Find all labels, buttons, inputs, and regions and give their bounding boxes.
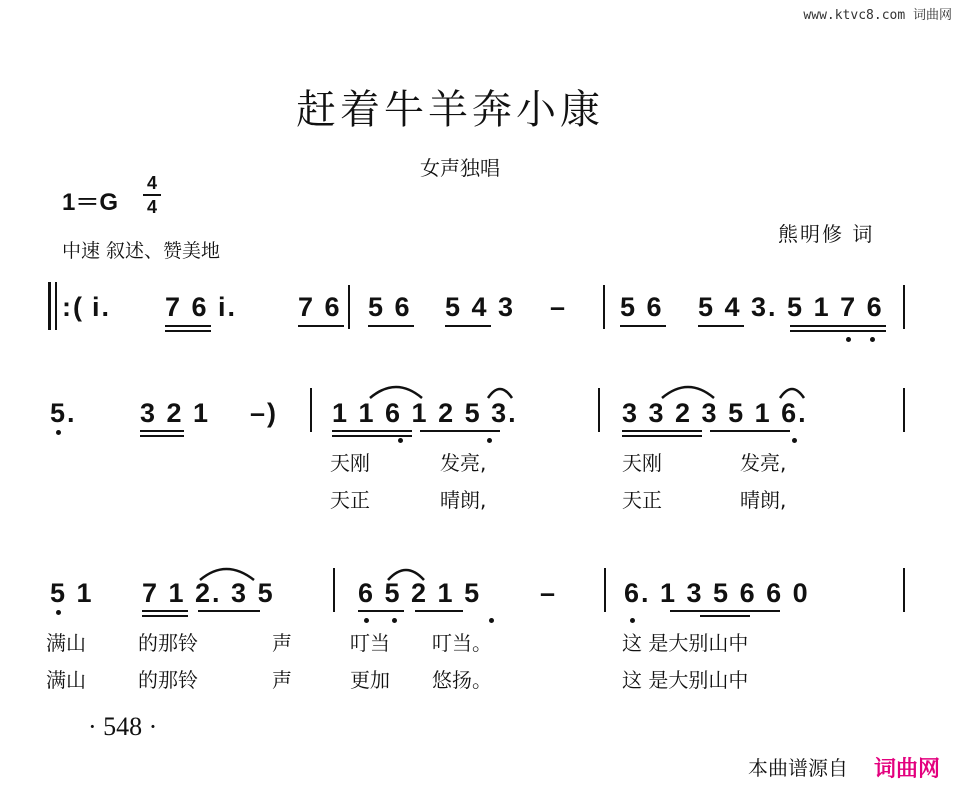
- barline: [903, 568, 905, 612]
- footer-source-text: 本曲谱源自: [748, 756, 848, 780]
- low-octave-dot: [398, 438, 403, 443]
- key-signature: 1＝G: [62, 189, 119, 216]
- sixteenth-underline: [790, 330, 886, 332]
- eighth-underline: [332, 430, 412, 432]
- lyric-syllables: 声: [272, 631, 292, 655]
- eighth-underline: [445, 325, 491, 327]
- eighth-underline: [368, 325, 414, 327]
- sixteenth-underline: [700, 615, 750, 617]
- page-number: · 548 ·: [88, 712, 158, 741]
- time-signature: [143, 172, 161, 218]
- barline: [604, 568, 606, 612]
- meter-top: 4: [146, 173, 157, 193]
- eighth-underline: [415, 610, 463, 612]
- eighth-underline: [790, 325, 886, 327]
- low-octave-dot: [56, 430, 61, 435]
- low-octave-dot: [392, 618, 397, 623]
- barline: [903, 388, 905, 432]
- low-octave-dot: [489, 618, 494, 623]
- eighth-underline: [358, 610, 404, 612]
- eighth-underline: [622, 430, 702, 432]
- barline: [903, 285, 905, 329]
- notes-group: i.: [92, 292, 112, 322]
- eighth-underline: [698, 325, 744, 327]
- slur-marks: [384, 558, 444, 584]
- lyric-syllables: 晴朗,: [740, 488, 787, 512]
- notes-group: 5 6: [368, 292, 412, 322]
- lyric-syllables: 声: [272, 668, 292, 692]
- sixteenth-underline: [165, 330, 211, 332]
- sixteenth-underline: [140, 435, 184, 437]
- notes-group: 5 1: [50, 578, 94, 608]
- eighth-underline: [142, 610, 188, 612]
- sixteenth-underline: [622, 435, 702, 437]
- notes-group: 7 1 2. 3 5: [142, 578, 275, 608]
- notes-group: 6. 1 3 5 6 6 0: [624, 578, 810, 608]
- repeat-start-barline: [48, 282, 51, 330]
- eighth-underline: [165, 325, 211, 327]
- notes-group: 5.: [50, 398, 77, 428]
- lyric-syllables: 天正: [330, 488, 370, 512]
- repeat-dots: :(: [62, 292, 84, 322]
- lyric-syllables: 天刚: [330, 451, 370, 475]
- lyric-syllables: 满山: [46, 631, 86, 655]
- lyric-syllables: 晴朗,: [440, 488, 487, 512]
- barline: [348, 285, 350, 329]
- song-subtitle: 女声独唱: [420, 156, 500, 180]
- barline: [603, 285, 605, 329]
- eighth-underline: [198, 610, 260, 612]
- low-octave-dot: [870, 337, 875, 342]
- eighth-underline: [710, 430, 790, 432]
- notes-group: 5 6: [620, 292, 664, 322]
- dash: –): [250, 398, 279, 428]
- notes-group: 1 1 6 1 2 5 3.: [332, 398, 518, 428]
- low-octave-dot: [630, 618, 635, 623]
- lyric-syllables: 天刚: [622, 451, 662, 475]
- eighth-underline: [298, 325, 344, 327]
- low-octave-dot: [364, 618, 369, 623]
- tempo-marking: 中速 叙述、赞美地: [62, 240, 221, 262]
- meter-bottom: 4: [146, 197, 157, 217]
- watermark: www.ktvc8.com 词曲网: [803, 8, 952, 23]
- low-octave-dot: [846, 337, 851, 342]
- lyric-syllables: 发亮,: [740, 451, 787, 475]
- lyric-syllables: 更加: [350, 668, 390, 692]
- lyric-syllables: 发亮,: [440, 451, 487, 475]
- slur-marks: [368, 376, 568, 402]
- lyric-syllables: 叮当。: [432, 631, 492, 655]
- notes-group: 7 6 i.: [165, 292, 238, 322]
- notes-group: 3 2 1: [140, 398, 211, 428]
- sixteenth-underline: [332, 435, 412, 437]
- low-octave-dot: [487, 438, 492, 443]
- notes-group: 5 4 3. 5 1 7 6: [698, 292, 884, 322]
- lyric-syllables: 这 是大别山中: [622, 668, 749, 692]
- lyric-syllables: 的那铃: [138, 668, 198, 692]
- eighth-underline: [670, 610, 780, 612]
- lyric-syllables: 满山: [46, 668, 86, 692]
- notes-group: 6 5 2 1 5: [358, 578, 482, 608]
- eighth-underline: [140, 430, 184, 432]
- low-octave-dot: [792, 438, 797, 443]
- lyric-syllables: 天正: [622, 488, 662, 512]
- lyricist-credit: 熊明修 词: [778, 222, 875, 246]
- notes-group: 5 4 3: [445, 292, 516, 322]
- footer-brand-link[interactable]: 词曲网: [873, 757, 940, 782]
- slur-marks: [196, 558, 266, 584]
- eighth-underline: [420, 430, 500, 432]
- barline: [598, 388, 600, 432]
- dash: –: [540, 578, 558, 608]
- notes-group: 3 3 2 3 5 1 6.: [622, 398, 808, 428]
- eighth-underline: [620, 325, 666, 327]
- barline: [333, 568, 335, 612]
- song-title: 赶着牛羊奔小康: [296, 87, 604, 133]
- lyric-syllables: 叮当: [350, 631, 390, 655]
- sixteenth-underline: [142, 615, 188, 617]
- dash: –: [550, 292, 568, 322]
- notes-group: 7 6: [298, 292, 342, 322]
- repeat-start-thin-barline: [55, 282, 57, 330]
- lyric-syllables: 的那铃: [138, 631, 198, 655]
- barline: [310, 388, 312, 432]
- slur-marks: [660, 376, 860, 402]
- lyric-syllables: 悠扬。: [432, 668, 492, 692]
- lyric-syllables: 这 是大别山中: [622, 631, 749, 655]
- low-octave-dot: [56, 610, 61, 615]
